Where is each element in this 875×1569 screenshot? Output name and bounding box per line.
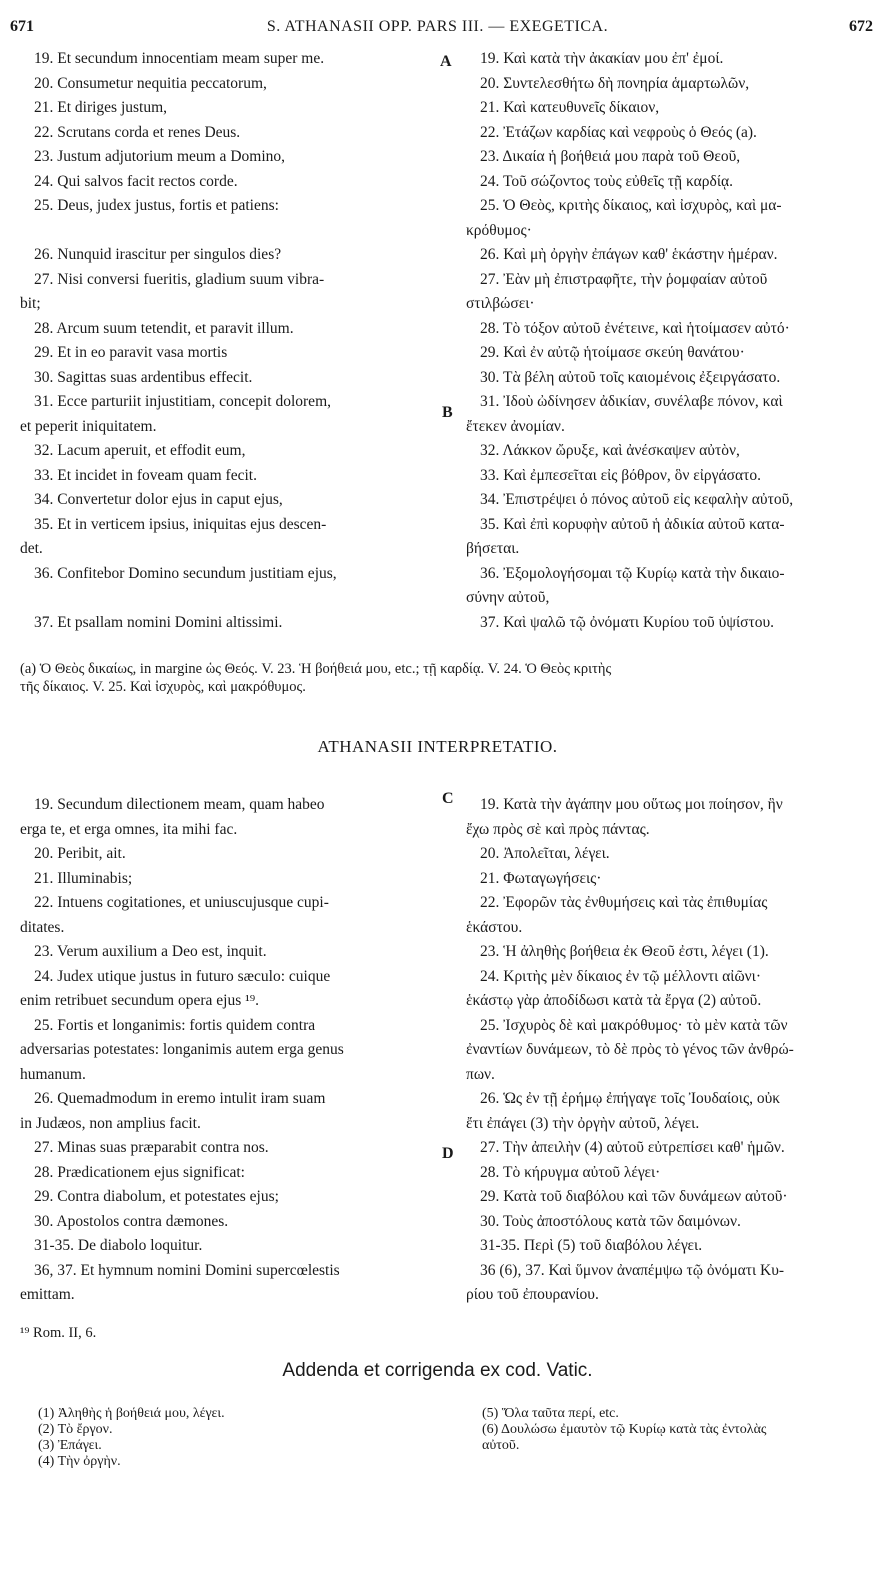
greek-verse-line: 24. Τοῦ σώζοντος τοὺς εὐθεῖς τῇ καρδίᾳ.	[480, 172, 733, 190]
interpretatio-latin-line: in Judæos, non amplius facit.	[20, 1114, 201, 1132]
greek-text-column	[466, 47, 875, 635]
interpretatio-greek-line: 28. Τὸ κήρυγμα αὐτοῦ λέγει·	[480, 1163, 661, 1181]
greek-verse-line: 32. Λάκκον ὤρυξε, καὶ ἀνέσκαψεν αὐτὸν,	[480, 442, 740, 459]
addenda-item: (2) Τὸ ἔργον.	[38, 1422, 113, 1437]
greek-verse-line: 36. Ἐξομολογήσομαι τῷ Κυρίῳ κατὰ τὴν δικαιο-	[480, 564, 785, 582]
latin-verse-line: 19. Et secundum innocentiam meam super me.	[34, 50, 325, 67]
interpretatio-latin-line: 25. Fortis et longanimis: fortis quidem contra	[34, 1016, 316, 1034]
latin-verse-line: 21. Et diriges justum,	[34, 99, 168, 116]
interpretatio-greek-line: 36 (6), 37. Καὶ ὕμνον ἀναπέμψω τῷ ὀνόματι Κυ-	[480, 1261, 785, 1279]
greek-verse-line: 19. Καὶ κατὰ τὴν ἀκακίαν μου ἐπ' ἐμοί.	[480, 50, 724, 67]
margin-letter-b: B	[442, 404, 453, 421]
interpretatio-greek-line: ἑκάστου.	[466, 918, 523, 936]
interpretatio-greek-line: 24. Κριτὴς μὲν δίκαιος ἐν τῷ μέλλοντι αἰῶνι·	[480, 967, 762, 985]
interpretatio-latin-line: 21. Illuminabis;	[34, 869, 133, 887]
running-header	[0, 18, 875, 42]
interpretatio-latin-column	[20, 793, 438, 1308]
interpretatio-latin-line: 26. Quemadmodum in eremo intulit iram suam	[34, 1090, 326, 1107]
latin-verse-line	[20, 219, 438, 244]
addenda-right-column	[482, 1406, 875, 1454]
latin-verse-line: 28. Arcum suum tetendit, et paravit illum.	[34, 319, 294, 337]
interpretatio-latin-line: 27. Minas suas præparabit contra nos.	[34, 1139, 269, 1156]
interpretatio-greek-line: 30. Τοὺς ἀποστόλους κατὰ τῶν δαιμόνων.	[480, 1212, 741, 1230]
addenda-item: (1) Ἀληθὴς ἡ βοήθειά μου, λέγει.	[38, 1406, 225, 1421]
addenda-item: (5) Ὅλα ταῦτα περί, etc.	[482, 1406, 619, 1421]
interpretatio-greek-line: ἔτι ἐπάγει (3) τὴν ὀργὴν αὐτοῦ, λέγει.	[466, 1114, 700, 1132]
interpretatio-greek-line: ἐναντίων δυνάμεων, τὸ δὲ πρὸς τὸ γένος τῶν ἀνθρώ-	[466, 1041, 794, 1058]
latin-verse-line: 32. Lacum aperuit, et effodit eum,	[34, 442, 246, 459]
addenda-item: αὐτοῦ.	[482, 1438, 520, 1453]
latin-text-column	[20, 47, 438, 635]
interpretatio-greek-line: 20. Ἀπολεῖται, λέγει.	[480, 845, 610, 862]
interpretatio-latin-line: humanum.	[20, 1065, 86, 1083]
interpretatio-latin-line: 22. Intuens cogitationes, et uniuscujusque cupi-	[34, 894, 329, 911]
footnote-19: ¹⁹ Rom. II, 6.	[20, 1325, 97, 1341]
greek-verse-line: κρόθυμος·	[466, 221, 532, 239]
interpretatio-greek-line: 27. Τὴν ἀπειλὴν (4) αὐτοῦ εὐτρεπίσει καθ' ἡμῶν.	[480, 1139, 785, 1156]
greek-verse-line: 35. Καὶ ἐπὶ κορυφὴν αὐτοῦ ἡ ἀδικία αὐτοῦ κατα-	[480, 515, 785, 533]
margin-letter-a: A	[440, 53, 452, 70]
greek-verse-line: 37. Καὶ ψαλῶ τῷ ὀνόματι Κυρίου τοῦ ὑψίστου.	[480, 613, 775, 631]
note-line: τῆς δίκαιος. V. 25. Καὶ ἰσχυρὸς, καὶ μακρόθυμος.	[20, 679, 306, 695]
interpretatio-latin-line: 31-35. De diabolo loquitur.	[34, 1237, 203, 1254]
latin-verse-line	[20, 586, 438, 611]
margin-letter-d: D	[442, 1145, 454, 1162]
interpretatio-latin-line: 19. Secundum dilectionem meam, quam habeo	[34, 796, 325, 813]
latin-verse-line: 37. Et psallam nomini Domini altissimi.	[34, 613, 283, 631]
greek-verse-line: 26. Καὶ μὴ ὀργὴν ἐπάγων καθ' ἑκάστην ἡμέραν.	[480, 246, 778, 263]
latin-verse-line: 22. Scrutans corda et renes Deus.	[34, 123, 241, 141]
interpretatio-greek-line: ἑκάστῳ γὰρ ἀποδίδωσι κατὰ τὰ ἔργα (2) αὐτοῦ.	[466, 992, 762, 1009]
latin-verse-line: 24. Qui salvos facit rectos corde.	[34, 172, 238, 190]
latin-verse-line: 35. Et in verticem ipsius, iniquitas ejus descen-	[34, 515, 327, 533]
interpretatio-greek-line: 22. Ἐφορῶν τὰς ἐνθυμήσεις καὶ τὰς ἐπιθυμίας	[480, 894, 768, 911]
greek-verse-line: σύνην αὐτοῦ,	[466, 589, 550, 606]
interpretatio-latin-line: ditates.	[20, 918, 65, 936]
latin-verse-line: et peperit iniquitatem.	[20, 417, 157, 435]
greek-verse-line: 20. Συντελεσθήτω δὴ πονηρία ἁμαρτωλῶν,	[480, 74, 750, 92]
interpretatio-latin-line: 24. Judex utique justus in futuro sæculo: cuique	[34, 967, 331, 985]
interpretatio-latin-line: 29. Contra diabolum, et potestates ejus;	[34, 1188, 279, 1205]
interpretatio-latin-line: adversarias potestates: longanimis autem erga genus	[20, 1041, 344, 1058]
addenda-left-column	[38, 1406, 458, 1470]
interpretatio-latin-line: 30. Apostolos contra dæmones.	[34, 1212, 229, 1230]
latin-verse-line: det.	[20, 540, 43, 557]
latin-verse-line: 23. Justum adjutorium meum a Domino,	[34, 148, 285, 165]
page-number-left: 671	[10, 18, 34, 35]
note-line: (a) Ὁ Θεὸς δικαίως, in margine ὡς Θεός. V. 23. Ἡ βοήθειά μου, etc.; τῇ καρδίᾳ. V. 24. Ὁ Θεὸς κριτὴς	[20, 661, 612, 677]
addenda-item: (6) Δουλώσω ἐμαυτὸν τῷ Κυρίῳ κατὰ τὰς ἐντολὰς	[482, 1422, 767, 1437]
interpretatio-greek-line: ἔχω πρὸς σὲ καὶ πρὸς πάντας.	[466, 820, 650, 838]
latin-verse-line: 27. Nisi conversi fueritis, gladium suum vibra-	[34, 270, 325, 288]
latin-verse-line: 25. Deus, judex justus, fortis et patiens:	[34, 197, 279, 214]
interpretatio-latin-line: 20. Peribit, ait.	[34, 845, 126, 862]
textual-note-a	[20, 660, 875, 696]
latin-verse-line: 29. Et in eo paravit vasa mortis	[34, 344, 228, 361]
latin-verse-line: 26. Nunquid irascitur per singulos dies?	[34, 246, 282, 263]
greek-verse-line: 25. Ὁ Θεὸς, κριτὴς δίκαιος, καὶ ἰσχυρὸς, καὶ μα-	[480, 197, 782, 214]
interpretatio-greek-line: 25. Ἰσχυρὸς δὲ καὶ μακρόθυμος· τὸ μὲν κατὰ τῶν	[480, 1016, 788, 1034]
addenda-item: (3) Ἐπάγει.	[38, 1438, 102, 1453]
latin-verse-line: 34. Convertetur dolor ejus in caput ejus,	[34, 491, 283, 508]
interpretatio-greek-line: 29. Κατὰ τοῦ διαβόλου καὶ τῶν δυνάμεων αὐτοῦ·	[480, 1188, 788, 1205]
greek-verse-line: ἔτεκεν ἀνομίαν.	[466, 417, 565, 435]
interpretatio-greek-line: 31-35. Περὶ (5) τοῦ διαβόλου λέγει.	[480, 1237, 703, 1254]
interpretatio-latin-line: emittam.	[20, 1286, 75, 1303]
greek-verse-line: βήσεται.	[466, 540, 520, 557]
greek-verse-line: 30. Τὰ βέλη αὐτοῦ τοῖς καιομένοις ἐξειργάσατο.	[480, 368, 781, 386]
interpretatio-greek-line: 21. Φωταγωγήσεις·	[480, 869, 602, 887]
greek-verse-line: 21. Καὶ κατευθυνεῖς δίκαιον,	[480, 99, 660, 116]
interpretatio-latin-line: 28. Prædicationem ejus significat:	[34, 1163, 245, 1181]
latin-verse-line: 30. Sagittas suas ardentibus effecit.	[34, 368, 253, 386]
latin-verse-line: 20. Consumetur nequitia peccatorum,	[34, 74, 267, 92]
interpretatio-greek-line: ρίου τοῦ ἐπουρανίου.	[466, 1286, 599, 1303]
latin-verse-line: 36. Confitebor Domino secundum justitiam ejus,	[34, 564, 337, 582]
running-title: S. ATHANASII OPP. PARS III. — EXEGETICA.	[266, 18, 609, 35]
latin-verse-line: 33. Et incidet in foveam quam fecit.	[34, 466, 257, 484]
interpretatio-latin-line: enim retribuet secundum opera ejus ¹⁹.	[20, 992, 260, 1009]
greek-verse-line: 29. Καὶ ἐν αὐτῷ ἡτοίμασε σκεύη θανάτου·	[480, 344, 745, 361]
greek-verse-line: 31. Ἰδοὺ ὠδίνησεν ἀδικίαν, συνέλαβε πόνον, καὶ	[480, 393, 783, 410]
greek-verse-line: 27. Ἐὰν μὴ ἐπιστραφῆτε, τὴν ῥομφαίαν αὐτοῦ	[480, 270, 768, 288]
latin-verse-line: 31. Ecce parturiit injustitiam, concepit dolorem,	[34, 393, 331, 410]
interpretatio-greek-line: πων.	[466, 1065, 495, 1083]
greek-verse-line: 33. Καὶ ἐμπεσεῖται εἰς βόθρον, ὃν εἰργάσατο.	[480, 466, 761, 484]
interpretatio-greek-line: 23. Ἡ ἀληθὴς βοήθεια ἐκ Θεοῦ ἐστι, λέγει (1).	[480, 943, 769, 960]
interpretatio-latin-line: 23. Verum auxilium a Deo est, inquit.	[34, 943, 267, 960]
latin-verse-line: bit;	[20, 295, 41, 312]
greek-verse-line: 23. Δικαία ἡ βοήθειά μου παρὰ τοῦ Θεοῦ,	[480, 148, 741, 165]
addenda-item: (4) Τὴν ὀργὴν.	[38, 1454, 121, 1469]
page-number-right: 672	[849, 18, 873, 35]
addenda-title: Addenda et corrigenda ex cod. Vatic.	[282, 1360, 593, 1381]
interpretatio-greek-column	[466, 793, 875, 1308]
greek-verse-line: 34. Ἐπιστρέψει ὁ πόνος αὐτοῦ εἰς κεφαλὴν αὐτοῦ,	[480, 491, 794, 508]
interpretatio-latin-line: 36, 37. Et hymnum nomini Domini supercœlestis	[34, 1261, 340, 1279]
interpretatio-greek-line: 19. Κατὰ τὴν ἀγάπην μου οὕτως μοι ποίησον, ἣν	[480, 796, 783, 813]
greek-verse-line: 28. Τὸ τόξον αὐτοῦ ἐνέτεινε, καὶ ἡτοίμασεν αὐτό·	[480, 319, 790, 337]
section-title: ATHANASII INTERPRETATIO.	[317, 737, 558, 756]
margin-letter-c: C	[442, 790, 454, 807]
greek-verse-line: 22. Ἐτάζων καρδίας καὶ νεφροὺς ὁ Θεός (a).	[480, 123, 757, 141]
greek-verse-line: στιλβώσει·	[466, 295, 535, 312]
interpretatio-greek-line: 26. Ὡς ἐν τῇ ἐρήμῳ ἐπήγαγε τοῖς Ἰουδαίοις, οὐκ	[480, 1090, 781, 1107]
interpretatio-latin-line: erga te, et erga omnes, ita mihi fac.	[20, 820, 238, 838]
